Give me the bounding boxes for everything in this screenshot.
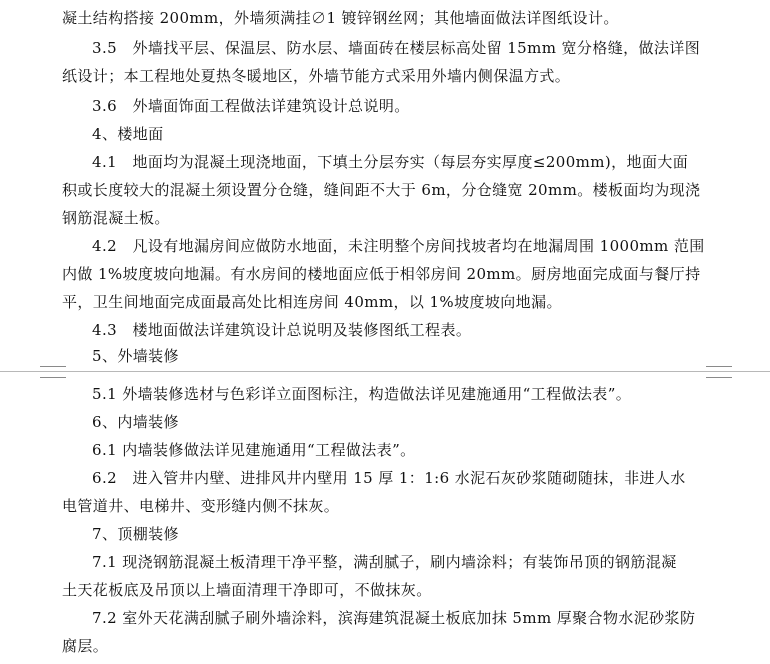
section-6-2-line-1: 6.2 进入管井内壁、进排风井内壁用 15 厚 1：1:6 水泥石灰砂浆随砌随抹，非进人水	[92, 469, 686, 487]
heading-exterior-wall: 5、外墙装修	[92, 347, 179, 365]
section-4-2-line-2: 内做 1%坡度坡向地漏。有水房间的楼地面应低于相邻房间 20mm。厨房地面完成面与餐厅持	[62, 265, 701, 283]
section-7-2-line-1: 7.2 室外天花满刮腻子刷外墙涂料，滨海建筑混凝土板底加抹 5mm 厚聚合物水泥砂浆防	[92, 609, 696, 627]
section-6-2-line-2: 电管道井、电梯井、变形缝内侧不抹灰。	[62, 497, 340, 515]
text-line-continuation: 凝土结构搭接 200mm，外墙须满挂∅1 镀锌钢丝网；其他墙面做法详图纸设计。	[62, 9, 619, 27]
section-4-2-line-1: 4.2 凡设有地漏房间应做防水地面，未注明整个房间找坡者均在地漏周围 1000mm 范围	[92, 237, 705, 255]
margin-marker-left-icon	[40, 366, 66, 378]
heading-floor: 4、楼地面	[92, 125, 164, 143]
section-4-2-line-3: 平，卫生间地面完成面最高处比相连房间 40mm，以 1%坡度坡向地漏。	[62, 293, 562, 311]
section-7-1-line-2: 土天花板底及吊顶以上墙面清理干净即可，不做抹灰。	[62, 581, 432, 599]
heading-ceiling: 7、顶棚装修	[92, 525, 179, 543]
section-4-1-line-2: 积或长度较大的混凝土须设置分仓缝，缝间距不大于 6m，分仓缝宽 20mm。楼板面均为现浇	[62, 181, 701, 199]
section-4-1-line-1: 4.1 地面均为混凝土现浇地面，下填土分层夯实（每层夯实厚度≤200mm)，地面大面	[92, 153, 689, 171]
section-3-5-line-1: 3.5 外墙找平层、保温层、防水层、墙面砖在楼层标高处留 15mm 宽分格缝，做法详图	[92, 39, 701, 57]
section-5-1: 5.1 外墙装修选材与色彩详立面图标注，构造做法详见建施通用“工程做法表”。	[92, 385, 632, 403]
section-3-6: 3.6 外墙面饰面工程做法详建筑设计总说明。	[92, 97, 410, 115]
section-4-3: 4.3 楼地面做法详建筑设计总说明及装修图纸工程表。	[92, 321, 472, 339]
section-3-5-line-2: 纸设计；本工程地处夏热冬暖地区，外墙节能方式采用外墙内侧保温方式。	[62, 67, 571, 85]
section-7-1-line-1: 7.1 现浇钢筋混凝土板清理干净平整，满刮腻子，刷内墙涂料；有装饰吊顶的钢筋混凝	[92, 553, 677, 571]
section-6-1: 6.1 内墙装修做法详见建施通用“工程做法表”。	[92, 441, 416, 459]
section-7-2-line-2: 腐层。	[62, 637, 109, 655]
margin-marker-right-icon	[706, 366, 732, 378]
page-break-divider	[0, 371, 770, 372]
heading-interior-wall: 6、内墙装修	[92, 413, 179, 431]
section-4-1-line-3: 钢筋混凝土板。	[62, 209, 170, 227]
